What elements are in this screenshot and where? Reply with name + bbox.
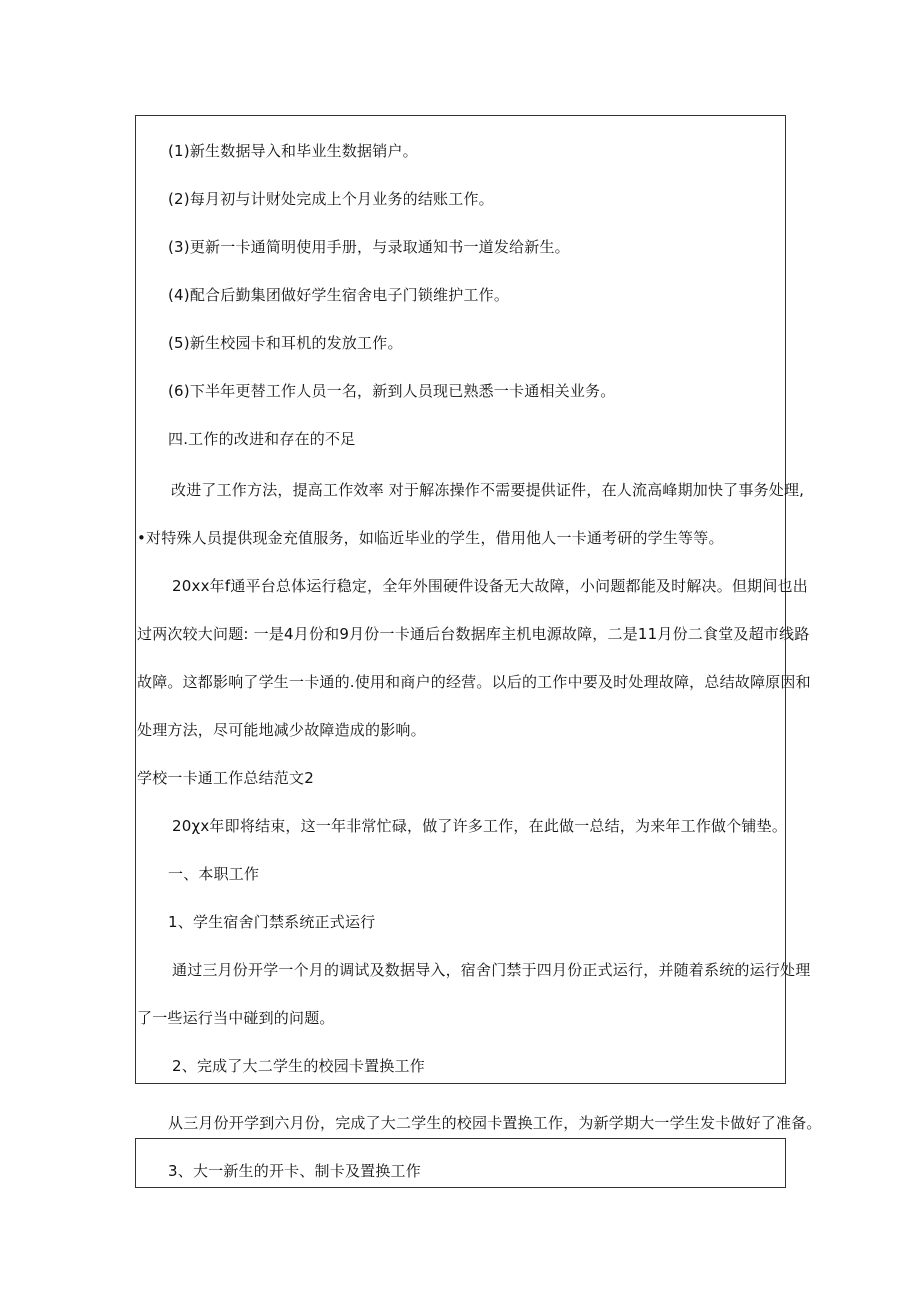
paragraph-line: 通过三月份开学一个月的调试及数据导入，宿舍门禁于四月份正式运行，并随着系统的运行处理	[172, 961, 811, 979]
paragraph-line: •对特殊人员提供现金充值服务，如临近毕业的学生，借用他人一卡通考研的学生等等。	[137, 529, 724, 547]
paragraph-line: 20χx年即将结束，这一年非常忙碌，做了许多工作，在此做一总结，为来年工作做个铺垫。	[172, 817, 788, 835]
list-item: (2)每月初与计财处完成上个月业务的结账工作。	[168, 190, 494, 208]
sub-heading: 2、完成了大二学生的校园卡置换工作	[172, 1057, 425, 1075]
paragraph-line: 过两次较大问题: 一是4月份和9月份一卡通后台数据库主机电源故障，二是11月份二食堂及超市线路	[137, 625, 810, 643]
list-item: (6)下半年更替工作人员一名，新到人员现已熟悉一卡通相关业务。	[168, 382, 616, 400]
section-heading: 四.工作的改进和存在的不足	[168, 430, 356, 448]
content-box-1	[135, 115, 786, 1084]
list-item: (5)新生校园卡和耳机的发放工作。	[168, 334, 403, 352]
paragraph-line: 处理方法，尽可能地减少故障造成的影响。	[137, 721, 426, 739]
paragraph-line: 从三月份开学到六月份，完成了大二学生的校园卡置换工作，为新学期大一学生发卡做好了准备。	[168, 1114, 822, 1132]
list-item: (3)更新一卡通简明使用手册，与录取通知书一道发给新生。	[168, 238, 570, 256]
paragraph-line: 改进了工作方法，提高工作效率 对于解冻操作不需要提供证件，在人流高峰期加快了事务处理,	[171, 481, 805, 499]
list-item: (1)新生数据导入和毕业生数据销户。	[168, 142, 418, 160]
section-heading: 一、本职工作	[168, 865, 260, 883]
sub-heading: 1、学生宿舍门禁系统正式运行	[168, 913, 376, 931]
paragraph-line: 20xx年f通平台总体运行稳定，全年外围硬件设备无大故障，小问题都能及时解决。但期间也出	[172, 577, 808, 595]
paragraph-line: 故障。这都影响了学生一卡通的.使用和商户的经营。以后的工作中要及时处理故障，总结故障原因和	[137, 673, 811, 691]
sub-heading: 3、大一新生的开卡、制卡及置换工作	[168, 1162, 421, 1180]
paragraph-line: 了一些运行当中碰到的问题。	[137, 1009, 335, 1027]
list-item: (4)配合后勤集团做好学生宿舍电子门锁维护工作。	[168, 286, 510, 304]
document-title: 学校一卡通工作总结范文2	[137, 769, 314, 787]
